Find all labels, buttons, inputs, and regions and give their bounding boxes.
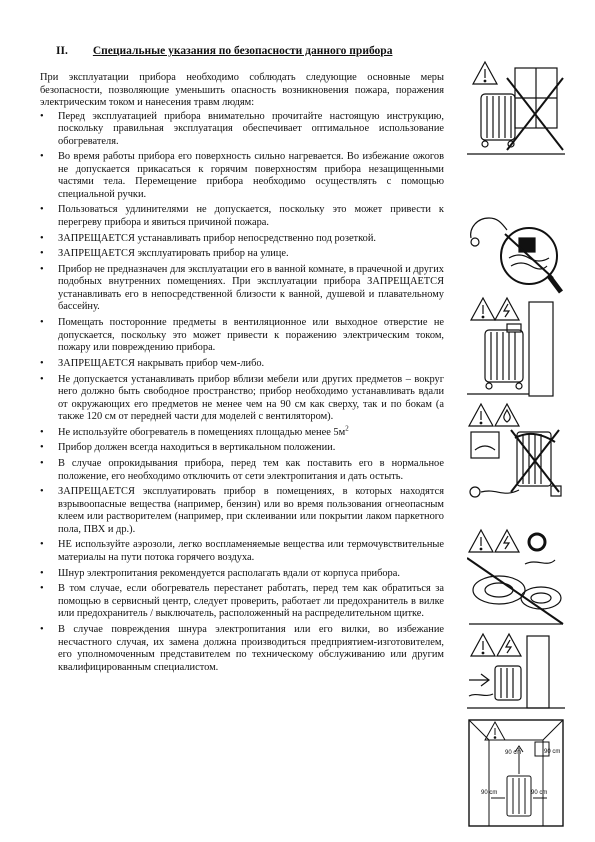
section-title: Специальные указания по безопасности данного прибора bbox=[92, 45, 393, 57]
dimension-right-top: 90 cm bbox=[544, 749, 561, 755]
list-item: • Прибор должен всегда находиться в вертикальном положении. bbox=[40, 442, 444, 455]
electric-warning-icon bbox=[497, 634, 521, 656]
radiator-icon bbox=[485, 324, 523, 389]
list-item: • ЗАПРЕЩАЕТСЯ эксплуатировать прибор на улице. bbox=[40, 248, 444, 261]
list-item: • Не допускается устанавливать прибор вблизи мебели или других предметов – вокруг него должно быть свободное пространство; прибор необходимо устанавливать вдали от окружающих его предметов не менее чем на 90 см как сверху, так и по бокам (а также 120 см от передней части для моделей с вентилятором). bbox=[40, 374, 444, 424]
list-item: • ЗАПРЕЩАЕТСЯ накрывать прибор чем-либо. bbox=[40, 358, 444, 371]
radiator-warning-illustration bbox=[467, 296, 565, 401]
list-item: • Перед эксплуатацией прибора внимательно прочитайте настоящую инструкцию, поскольку правильная эксплуатация обеспечивает оптимальное использование обогревателя. bbox=[40, 111, 444, 149]
list-item: • Помещать посторонние предметы в вентиляционное или выходное отверстие не допускается, поскольку это может привести к поражению электрическим током, пожару или повреждению прибора. bbox=[40, 317, 444, 355]
list-item: • ЗАПРЕЩАЕТСЯ эксплуатировать прибор в помещениях, в которых находятся взрывоопасные вещества (например, бензин) или во время пользования огнеопасным клеем или растворителем (например, при склеивании или покрытии лаком паркетного пола, ПВХ и др.). bbox=[40, 486, 444, 536]
electric-warning-icon bbox=[495, 530, 519, 552]
radiator-icon bbox=[495, 666, 521, 700]
dimension-left: 90 cm bbox=[481, 790, 498, 796]
list-item-text: Не используйте обогреватель в помещениях площадью менее 5м bbox=[58, 426, 346, 438]
list-item: • Шнур электропитания рекомендуется располагать вдали от корпуса прибора. bbox=[40, 568, 444, 581]
list-item bbox=[40, 424, 444, 440]
list-item: • Во время работы прибора его поверхность сильно нагревается. Во избежание ожогов не допускается прикасаться к горячим поверхностям прибора незащищенными частями тела. Перемещение прибора необходимо осуществлять с помощью специальной ручки. bbox=[40, 151, 444, 201]
list-item: • НЕ используйте аэрозоли, легко воспламеняемые вещества или термочувствительные материалы на пути потока горячего воздуха. bbox=[40, 539, 444, 564]
safety-text bbox=[40, 72, 444, 677]
dimension-right: 90 cm bbox=[531, 790, 548, 796]
list-item: • Пользоваться удлинителями не допускается, поскольку это может привести к перегреву прибора и явиться причиной пожара. bbox=[40, 204, 444, 229]
safety-list bbox=[40, 111, 444, 675]
list-item: • В том случае, если обогреватель перестанет работать, перед тем как обратиться за помощью в сервисный центр, следует проверить, работает ли предохранитель в вилке или предохранитель / выключатель, расположенный на распределительном щитке. bbox=[40, 583, 444, 621]
list-item: • В случае повреждения шнура электропитания или его вилки, во избежание несчастного случая, их замена должна производиться предприятием-изготовителем, его уполномоченным представителем по техническому обслуживанию или другим квалифицированным специалистом. bbox=[40, 624, 444, 674]
superscript: 2 bbox=[345, 424, 349, 433]
list-item: • Прибор не предназначен для эксплуатации его в ванной комнате, в прачечной и других подобных внутренних помещениях. При эксплуатации прибора ЗАПРЕЩАЕТСЯ устанавливать его в непосредственной близости к ванной, душевой и плавательному бассейну. bbox=[40, 264, 444, 314]
explosive-hazard-illustration bbox=[467, 528, 565, 628]
section-number: II. bbox=[56, 45, 68, 57]
list-item: • ЗАПРЕЩАЕТСЯ устанавливать прибор непосредственно под розеткой. bbox=[40, 233, 444, 246]
dimension-top: 90 cm bbox=[505, 750, 522, 756]
electric-warning-icon bbox=[495, 298, 519, 320]
socket-icon bbox=[470, 487, 480, 497]
list-item: • В случае опрокидывания прибора, перед тем как поставить его в нормальное положение, его необходимо отключить от сети электропитания и дать остыть. bbox=[40, 458, 444, 483]
socket-magnifier-illustration bbox=[467, 208, 565, 298]
no-cover-illustration bbox=[467, 402, 565, 502]
intro-paragraph: При эксплуатации прибора необходимо соблюдать следующие основные меры безопасности, позволяющие уменьшить опасность возникновения пожара, поражения электрическим током и нанесения травм людям: bbox=[40, 72, 444, 108]
section-header bbox=[56, 45, 392, 57]
cord-placement-illustration bbox=[467, 632, 565, 712]
clearance-diagram bbox=[467, 718, 565, 830]
radiator-icon bbox=[481, 94, 515, 147]
heater-window-illustration bbox=[467, 58, 565, 158]
